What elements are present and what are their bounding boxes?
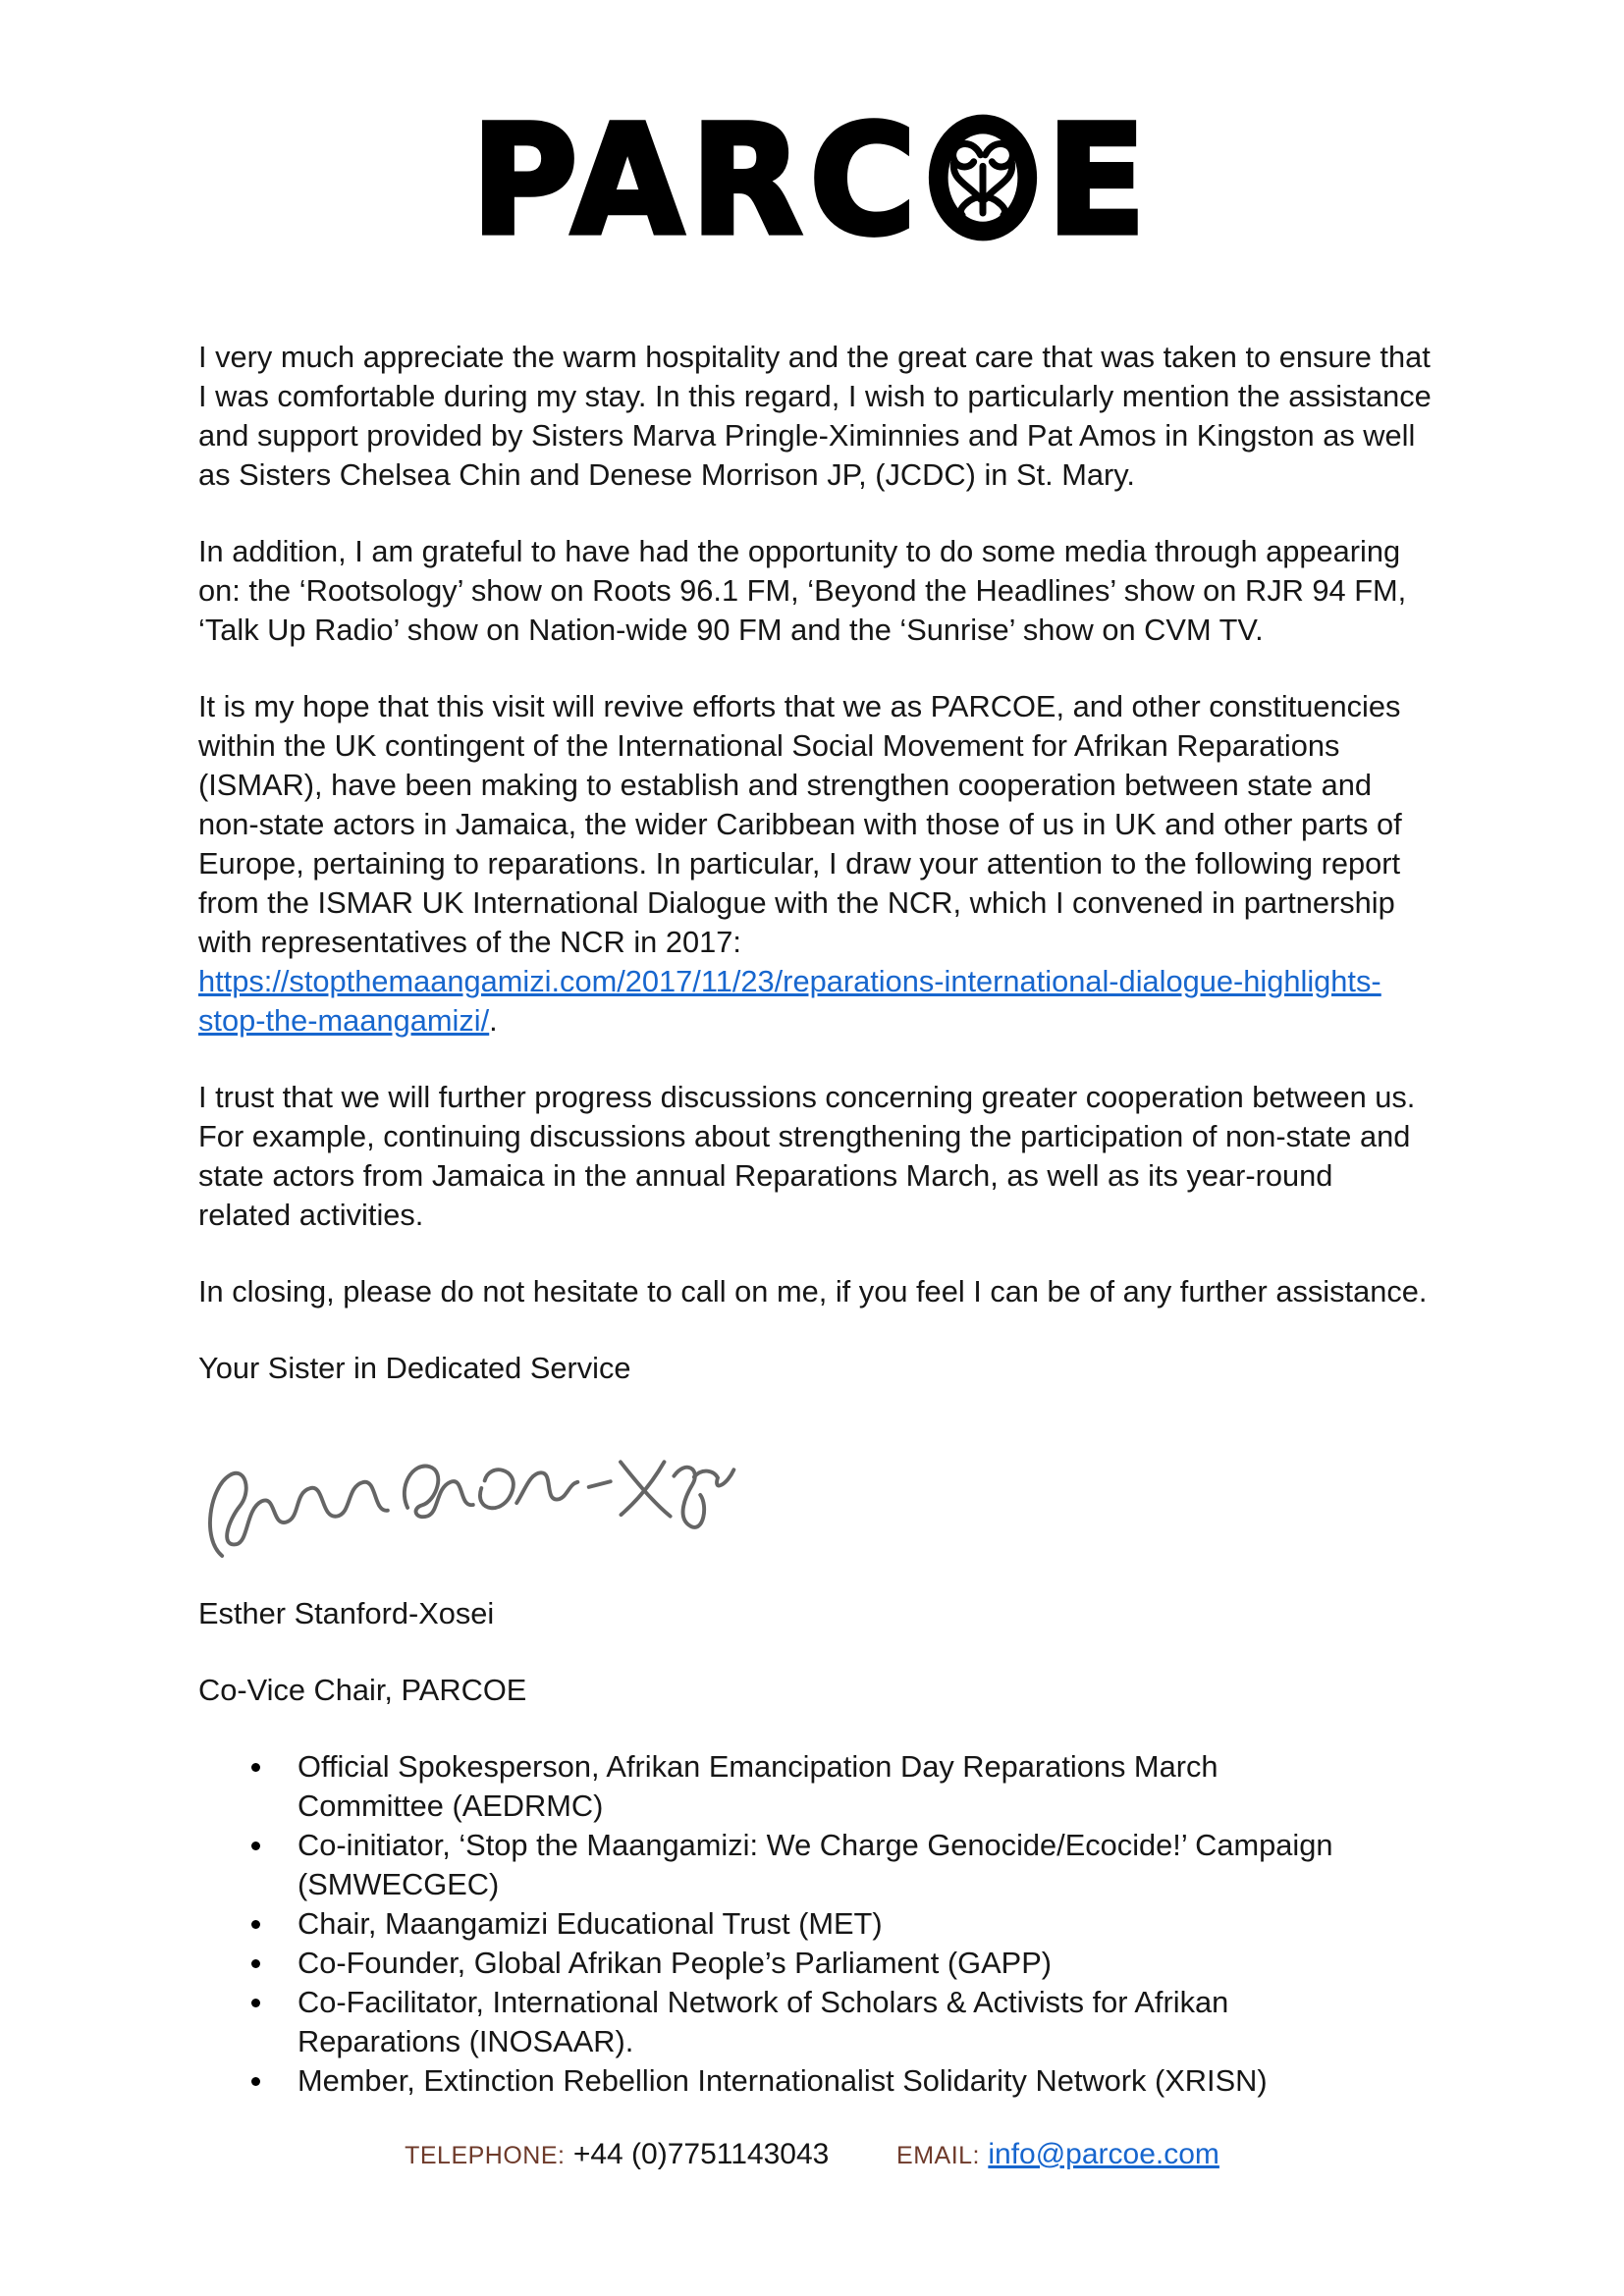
report-link-line1[interactable]: https://stopthemaangamizi.com/2017/11/23/reparations-international-dialogue-highlights- (198, 964, 1381, 998)
report-link[interactable] (198, 964, 1381, 1038)
role-item-xrisn: Member, Extinction Rebellion Internationalist Solidarity Network (XRISN) (198, 2061, 1338, 2101)
letter-footer (0, 2138, 1624, 2172)
role-item-smwecgec: Co-initiator, ‘Stop the Maangamizi: We Charge Genocide/Ecocide!’ Campaign (SMWECGEC) (198, 1826, 1338, 1904)
report-link-line2[interactable]: stop-the-maangamizi/ (198, 1003, 490, 1038)
paragraph-further-progress: I trust that we will further progress discussions concerning greater cooperation between us. For example, continuing discussions about strengthening the participation of non-state and state actors from Jamaica in the annual Reparations March, as well as its year-round related activities. (198, 1080, 1416, 1232)
signatory-title: Co-Vice Chair, PARCOE (198, 1673, 527, 1707)
roles-list (198, 1747, 1434, 2101)
email-link[interactable]: info@parcoe.com (988, 2138, 1219, 2170)
role-item-aedrmc: Official Spokesperson, Afrikan Emancipation Day Reparations March Committee (AEDRMC) (198, 1747, 1338, 1826)
telephone-label: TELEPHONE: (405, 2142, 566, 2169)
letter-body (0, 338, 1434, 2101)
role-item-gapp: Co-Founder, Global Afrikan People’s Parliament (GAPP) (198, 1944, 1338, 1983)
logo-text-parc: PARC (470, 92, 923, 269)
paragraph-closing: In closing, please do not hesitate to call on me, if you feel I can be of any further assistance. (198, 1274, 1428, 1308)
signatory-name: Esther Stanford-Xosei (198, 1596, 495, 1630)
sankofa-heart-icon (925, 114, 1041, 241)
telephone-value: +44 (0)7751143043 (572, 2138, 830, 2170)
role-item-inosaar: Co-Facilitator, International Network of Scholars & Activists for Afrikan Reparations (INOSAAR). (198, 1983, 1338, 2061)
paragraph-cooperation-text: It is my hope that this visit will revive efforts that we as PARCOE, and other constituencies within the UK contingent of the International Social Movement for Afrikan Reparations (ISMAR), have been making to establish and strengthen cooperation between state and non-state actors in Jamaica, the wider Caribbean with those of us in UK and other parts of Europe, pertaining to reparations. In particular, I draw your attention to the following report from the ISMAR UK International Dialogue with the NCR, which I convened in partnership with representatives of the NCR in 2017: (198, 689, 1402, 959)
parcoe-logo (0, 0, 1624, 269)
paragraph-media-appearances: In addition, I am grateful to have had the opportunity to do some media through appearing on: the ‘Rootsology’ show on Roots 96.1 FM, ‘Beyond the Headlines’ show on RJR 94 FM, ‘Talk Up Radio’ show on Nation-wide 90 FM and the ‘Sunrise’ show on CVM TV. (198, 534, 1407, 647)
email-label: EMAIL: (896, 2142, 980, 2169)
signature-image (189, 1414, 741, 1580)
link-trailing-period: . (489, 1003, 498, 1038)
role-item-met: Chair, Maangamizi Educational Trust (MET) (198, 1904, 1338, 1944)
paragraph-hospitality: I very much appreciate the warm hospitality and the great care that was taken to ensure that I was comfortable during my stay. In this regard, I wish to particularly mention the assistance and support provided by Sisters Marva Pringle-Ximinnies and Pat Amos in Kingston as well as Sisters Chelsea Chin and Denese Morrison JP, (JCDC) in St. Mary. (198, 340, 1432, 492)
logo-text-e: E (1046, 92, 1154, 269)
paragraph-cooperation (198, 687, 1434, 1041)
valediction: Your Sister in Dedicated Service (198, 1351, 631, 1385)
